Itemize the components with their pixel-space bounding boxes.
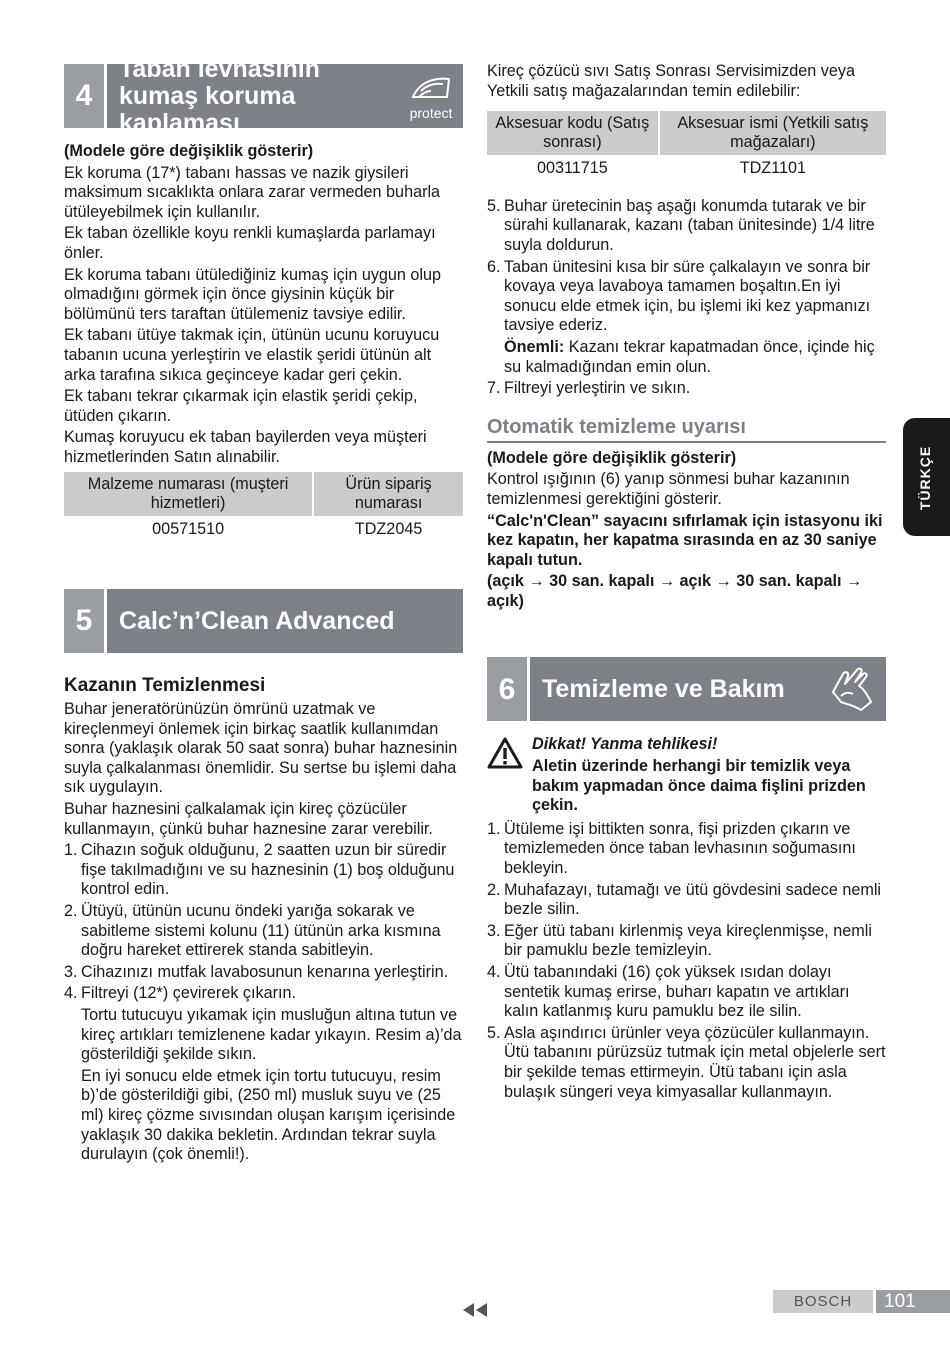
step-continuation: Tortu tutucuyu yıkamak için musluğun altına tutun ve kireç artıkları temizlenene kadar yıkayın. Resim a)’da gösterildiği şekilde sıkın. bbox=[81, 1006, 462, 1064]
protect-icon bbox=[399, 64, 463, 128]
step-list bbox=[487, 379, 886, 399]
section-5-number: 5 bbox=[64, 589, 104, 653]
list-item: 2. Muhafazayı, tutamağı ve ütü gövdesini sadece nemli bezle silin. bbox=[487, 880, 882, 919]
list-item: 4. Filtreyi (12*) çevirerek çıkarın. bbox=[64, 984, 296, 1003]
important-note: Önemli: Kazanı tekrar kapatmadan önce, içinde hiç su kalmadığından emin olun. bbox=[504, 337, 875, 376]
table-cell: TDZ1101 bbox=[739, 159, 806, 178]
warning-block bbox=[487, 735, 886, 817]
right-column bbox=[487, 62, 886, 1104]
model-note: (Modele göre değişiklik gösterir) bbox=[64, 142, 314, 160]
table-cell: 00311715 bbox=[536, 159, 608, 178]
warning-text: Aletin üzerinde herhangi bir temizlik veya bakım yapmadan önce daima fişlini prizden çekin. bbox=[532, 757, 866, 815]
list-item: 1. Ütüleme işi bittikten sonra, fişi prizden çıkarın ve temizlemeden önce taban levhasının soğumasını bekleyin. bbox=[487, 819, 856, 878]
language-label: TÜRKÇE bbox=[917, 445, 934, 511]
section-4-title: Taban levhasının kumaş koruma kaplaması bbox=[119, 54, 320, 137]
list-item: 3. Cihazınızı mutfak lavabosunun kenarına yerleştirin. bbox=[64, 962, 449, 981]
list-item: 4. Ütü tabanındaki (16) çok yüksek ısıdan dolayı sentetik kumaş erirse, buharı kapatın ve artıkları kalın katlanmış kuru pamuklu bez ile silin. bbox=[487, 963, 850, 1021]
table-header: Ürün sipariş numarası bbox=[314, 472, 463, 516]
paragraph: Ek koruma tabanı ütülediğiniz kumaş için uygun olup olmadığını görmek için önce giysinin küçük bir bölümünü ters taraftan ütülemeniz tavsiye edilir. bbox=[64, 265, 442, 323]
paragraph: Kumaş koruyucu ek taban bayilerden veya müşteri hizmetlerinden Satın alınabilir. bbox=[64, 428, 427, 466]
left-column bbox=[64, 54, 463, 1167]
page-number: 101 bbox=[876, 1290, 950, 1313]
paragraph: Ek tabanı tekrar çıkarmak için elastik şeridi çekip, ütüden çıkarın. bbox=[64, 387, 418, 425]
paragraph: Buhar jeneratörünüzün ömrünü uzatmak ve kireçlenmeyi önlemek için birkaç saatlik kullanımdan sonra (yaklaşık olarak 50 saat sonra) buhar haznesinin suyla çalkalanması önemlidir. Su sertse bu işlemi daha sık uygulayın. bbox=[64, 700, 458, 797]
step-list bbox=[64, 841, 463, 1004]
warning-icon bbox=[487, 735, 532, 817]
part-number-table bbox=[62, 472, 465, 544]
table-header: Aksesuar kodu (Satış sonrası) bbox=[487, 111, 658, 155]
section-5-header bbox=[64, 589, 463, 653]
paragraph: Kireç çözücü sıvı Satış Sonrası Servisimizden veya Yetkili satış mağazalarından temin edilebilir: bbox=[487, 62, 855, 100]
paragraph: Ek tabanı ütüye takmak için, ütünün ucunu koruyucu tabanın ucuna yerleştirin ve elastik şeridi ütünün alt arka tarafına sıkıca geçinceye kadar geri çekin. bbox=[64, 326, 440, 384]
step-continuation: En iyi sonucu elde etmek için tortu tutucuyu, resim b)’de gösterildiği gibi, (250 ml) musluk suyu ve (25 ml) kireç çözme sıvısından oluşan karışım içerisinde yaklaşık 30 dakika bekletin. Ardından tekrar suyla durulayın (çok önemli!). bbox=[81, 1066, 456, 1164]
list-item: 5. Buhar üretecinin baş aşağı konumda tutarak ve bir sürahi kullanarak, kazanı (taban ünitesinde) 1/4 litre suyla doldurun. bbox=[487, 196, 875, 254]
table-header: Malzeme numarası (muşteri hizmetleri) bbox=[64, 472, 312, 516]
paragraph: Ek taban özellikle koyu renkli kumaşlarda parlamayı önler. bbox=[64, 224, 436, 262]
table-cell: 00571510 bbox=[152, 519, 225, 538]
section-6-header bbox=[487, 657, 886, 721]
auto-clean-title: Otomatik temizleme uyarısı bbox=[487, 415, 886, 443]
brand-label: BOSCH bbox=[773, 1290, 873, 1313]
paragraph: Buhar haznesini çalkalamak için kireç çözücüler kullanmayın, çünkü buhar haznesine zarar verebilir. bbox=[64, 800, 433, 838]
table-header: Aksesuar ismi (Yetkili satış mağazaları) bbox=[660, 111, 886, 155]
section-4-number: 4 bbox=[64, 64, 104, 128]
paragraph: Kontrol ışığının (6) yanıp sönmesi buhar kazanının temizlenmesi gerektiğini gösterir. bbox=[487, 470, 850, 508]
protect-label: protect bbox=[409, 104, 453, 121]
list-item: 1. Cihazın soğuk olduğunu, 2 saatten uzun bir süredir fişe takılmadığını ve su haznesinin (1) boş olduğunu kontrol edin. bbox=[64, 841, 455, 899]
step-list bbox=[487, 197, 886, 336]
list-item: 2. Ütüyü, ütünün ucunu öndeki yarığa sokarak ve sabitleme sistemi kolunu (11) ütünün arka kısmına doğru hareket ettirerek standa sabitleyin. bbox=[64, 902, 441, 960]
warning-title: Dikkat! Yanma tehlikesi! bbox=[532, 735, 718, 754]
section-6-number: 6 bbox=[487, 657, 527, 721]
list-item: 6. Taban ünitesini kısa bir süre çalkalayın ve sonra bir kovaya veya lavaboya tamamen boşaltın.En iyi sonucu elde etmek için, bu işlemi iki kez yapmanızı tavsiye ederiz. bbox=[487, 257, 871, 335]
section-5-body bbox=[64, 675, 463, 1165]
step-list bbox=[487, 820, 886, 1102]
accessory-table bbox=[485, 111, 888, 183]
model-note: (Modele göre değişiklik gösterir) bbox=[487, 448, 737, 467]
paragraph: Ek koruma (17*) tabanı hassas ve nazik giysileri maksimum sıcaklıkta onlara zarar vermeden buharla ütüleyebilmek için kullanılır. bbox=[64, 163, 441, 221]
back-nav-icon[interactable] bbox=[461, 1302, 489, 1324]
section-4-header bbox=[64, 54, 463, 137]
section-6-title: Temizleme ve Bakım bbox=[542, 674, 785, 703]
section-4-body bbox=[64, 142, 463, 543]
list-item: 5. Asla aşındırıcı ürünler veya çözücüler kullanmayın. Ütü tabanını pürüzsüz tutmak için metal objelerle sert bir şekilde temas ettirmeyin. Ütü tabanı için asla bulaşık süngeri veya kimyasallar kullanmayın. bbox=[487, 1023, 886, 1101]
section-5-title: Calc’n’Clean Advanced bbox=[119, 606, 395, 635]
reset-instruction: “Calc'n'Clean” sayacını sıfırlamak için istasyonu iki kez kapatın, her kapatma sırasında en az 30 saniye kapalı tutun. bbox=[487, 511, 883, 569]
reset-sequence: (açık → 30 san. kapalı → açık → 30 san. kapalı → açık) bbox=[487, 572, 863, 610]
list-item: 7. Filtreyi yerleştirin ve sıkın. bbox=[487, 379, 691, 398]
subsection-title: Kazanın Temizlenmesi bbox=[64, 675, 266, 697]
table-cell: TDZ2045 bbox=[354, 519, 423, 538]
list-item: 3. Eğer ütü tabanı kirlenmiş veya kireçlenmişse, nemli bir pamuklu bezle temizleyin. bbox=[487, 921, 872, 960]
cleaning-hand-icon bbox=[822, 657, 886, 721]
